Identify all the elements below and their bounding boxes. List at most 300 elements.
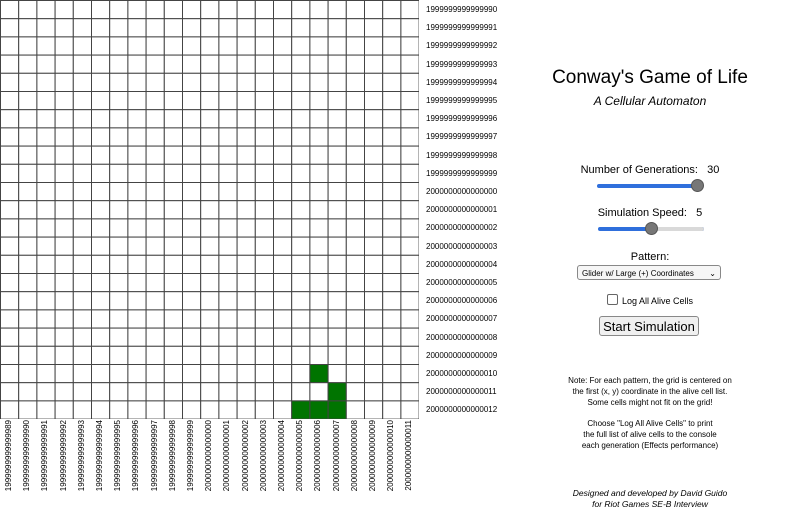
grid-cell[interactable] — [365, 128, 383, 146]
grid-cell[interactable] — [55, 292, 73, 310]
grid-cell[interactable] — [401, 110, 419, 128]
grid-cell[interactable] — [237, 73, 255, 91]
grid-cell[interactable] — [146, 19, 164, 37]
grid-cell[interactable] — [19, 201, 37, 219]
grid-cell[interactable] — [219, 274, 237, 292]
grid-cell[interactable] — [237, 274, 255, 292]
grid-cell[interactable] — [255, 292, 273, 310]
grid-cell[interactable] — [401, 310, 419, 328]
grid-cell[interactable] — [201, 1, 219, 19]
grid-cell[interactable] — [37, 73, 55, 91]
grid-cell[interactable] — [292, 310, 310, 328]
grid-cell[interactable] — [255, 1, 273, 19]
grid-cell[interactable] — [237, 292, 255, 310]
grid-cell[interactable] — [73, 346, 91, 364]
grid-cell[interactable] — [310, 237, 328, 255]
grid-cell[interactable] — [183, 292, 201, 310]
grid-cell[interactable] — [19, 219, 37, 237]
grid-cell[interactable] — [37, 146, 55, 164]
grid-cell[interactable] — [37, 37, 55, 55]
grid-cell[interactable] — [219, 37, 237, 55]
grid-cell[interactable] — [219, 237, 237, 255]
grid-cell[interactable] — [401, 55, 419, 73]
grid-cell[interactable] — [1, 92, 19, 110]
grid-cell[interactable] — [19, 401, 37, 419]
log-alive-cells-label[interactable]: Log All Alive Cells — [621, 296, 694, 306]
grid-cell[interactable] — [19, 237, 37, 255]
grid-cell[interactable] — [346, 19, 364, 37]
grid-cell[interactable] — [201, 92, 219, 110]
grid-cell[interactable] — [128, 92, 146, 110]
grid-cell[interactable] — [365, 310, 383, 328]
grid-cell[interactable] — [164, 19, 182, 37]
grid-cell[interactable] — [201, 383, 219, 401]
grid-cell[interactable] — [365, 346, 383, 364]
grid-cell[interactable] — [164, 37, 182, 55]
grid-cell[interactable] — [310, 274, 328, 292]
grid-cell[interactable] — [146, 201, 164, 219]
grid-cell[interactable] — [274, 292, 292, 310]
grid-cell[interactable] — [328, 92, 346, 110]
grid-cell[interactable] — [274, 310, 292, 328]
grid-cell[interactable] — [328, 19, 346, 37]
grid-cell[interactable] — [1, 401, 19, 419]
grid-cell[interactable] — [255, 92, 273, 110]
grid-cell[interactable] — [237, 401, 255, 419]
grid-cell[interactable] — [328, 55, 346, 73]
grid-cell[interactable] — [383, 310, 401, 328]
grid-cell[interactable] — [237, 37, 255, 55]
grid-cell[interactable] — [92, 310, 110, 328]
grid-cell[interactable] — [365, 274, 383, 292]
grid-cell[interactable] — [1, 128, 19, 146]
grid-cell[interactable] — [1, 19, 19, 37]
grid-cell[interactable] — [201, 255, 219, 273]
grid-cell[interactable] — [219, 183, 237, 201]
grid-cell[interactable] — [19, 274, 37, 292]
grid-cell[interactable] — [401, 73, 419, 91]
grid-cell[interactable] — [183, 365, 201, 383]
grid-cell[interactable] — [292, 237, 310, 255]
grid-cell[interactable] — [183, 328, 201, 346]
grid-cell[interactable] — [292, 346, 310, 364]
grid-cell[interactable] — [110, 92, 128, 110]
grid-cell[interactable] — [201, 128, 219, 146]
grid-cell[interactable] — [310, 128, 328, 146]
grid-cell[interactable] — [365, 55, 383, 73]
grid-cell[interactable] — [55, 183, 73, 201]
grid-cell[interactable] — [219, 255, 237, 273]
grid-cell[interactable] — [73, 255, 91, 273]
grid-cell[interactable] — [201, 201, 219, 219]
grid-cell[interactable] — [183, 164, 201, 182]
grid-cell[interactable] — [292, 365, 310, 383]
grid-cell[interactable] — [255, 201, 273, 219]
grid-cell[interactable] — [219, 128, 237, 146]
grid-cell[interactable] — [292, 55, 310, 73]
grid-cell[interactable] — [1, 1, 19, 19]
grid-cell[interactable] — [237, 255, 255, 273]
grid-cell[interactable] — [110, 183, 128, 201]
grid-cell[interactable] — [110, 237, 128, 255]
grid-cell[interactable] — [274, 19, 292, 37]
grid-cell[interactable] — [19, 110, 37, 128]
grid-cell[interactable] — [183, 401, 201, 419]
grid-cell[interactable] — [346, 128, 364, 146]
grid-cell[interactable] — [19, 328, 37, 346]
grid-cell[interactable] — [19, 383, 37, 401]
grid-cell[interactable] — [310, 310, 328, 328]
grid-cell[interactable] — [92, 146, 110, 164]
grid-cell[interactable] — [310, 19, 328, 37]
grid-cell[interactable] — [383, 19, 401, 37]
grid-cell[interactable] — [55, 37, 73, 55]
grid-cell[interactable] — [146, 328, 164, 346]
grid-cell[interactable] — [37, 328, 55, 346]
grid-cell[interactable] — [255, 183, 273, 201]
grid-cell[interactable] — [255, 219, 273, 237]
grid-cell[interactable] — [274, 201, 292, 219]
grid-cell[interactable] — [183, 346, 201, 364]
grid-cell[interactable] — [128, 346, 146, 364]
grid-cell[interactable] — [73, 201, 91, 219]
grid-cell[interactable] — [401, 1, 419, 19]
grid-cell[interactable] — [128, 274, 146, 292]
grid-cell[interactable] — [365, 365, 383, 383]
grid-cell[interactable] — [92, 55, 110, 73]
grid-cell[interactable] — [219, 328, 237, 346]
grid-cell[interactable] — [55, 1, 73, 19]
grid-cell[interactable] — [183, 183, 201, 201]
grid-cell[interactable] — [274, 237, 292, 255]
grid-cell[interactable] — [365, 92, 383, 110]
grid-cell[interactable] — [328, 219, 346, 237]
grid-cell[interactable] — [383, 183, 401, 201]
grid-cell[interactable] — [110, 255, 128, 273]
grid-cell[interactable] — [183, 255, 201, 273]
grid-cell[interactable] — [255, 365, 273, 383]
grid-cell[interactable] — [310, 201, 328, 219]
grid-cell[interactable] — [55, 255, 73, 273]
grid-cell[interactable] — [110, 1, 128, 19]
grid-cell[interactable] — [201, 292, 219, 310]
grid-cell[interactable] — [328, 128, 346, 146]
grid-cell[interactable] — [401, 92, 419, 110]
grid-cell[interactable] — [146, 73, 164, 91]
grid-cell[interactable] — [1, 201, 19, 219]
grid-cell[interactable] — [328, 274, 346, 292]
alive-cell[interactable] — [292, 401, 310, 419]
grid-cell[interactable] — [183, 37, 201, 55]
grid-cell[interactable] — [219, 201, 237, 219]
grid-cell[interactable] — [346, 346, 364, 364]
grid-cell[interactable] — [201, 401, 219, 419]
generations-slider-thumb[interactable] — [691, 179, 704, 192]
grid-cell[interactable] — [274, 328, 292, 346]
grid-cell[interactable] — [328, 237, 346, 255]
grid-cell[interactable] — [164, 55, 182, 73]
grid-cell[interactable] — [255, 37, 273, 55]
grid-cell[interactable] — [73, 401, 91, 419]
grid-cell[interactable] — [128, 146, 146, 164]
grid-cell[interactable] — [164, 401, 182, 419]
grid-cell[interactable] — [383, 110, 401, 128]
grid-cell[interactable] — [146, 164, 164, 182]
grid-cell[interactable] — [110, 346, 128, 364]
grid-cell[interactable] — [128, 1, 146, 19]
grid-cell[interactable] — [146, 110, 164, 128]
grid-cell[interactable] — [183, 274, 201, 292]
grid-cell[interactable] — [146, 128, 164, 146]
grid-cell[interactable] — [346, 1, 364, 19]
grid-cell[interactable] — [37, 346, 55, 364]
grid-cell[interactable] — [128, 183, 146, 201]
grid-cell[interactable] — [55, 92, 73, 110]
grid-cell[interactable] — [128, 383, 146, 401]
grid-cell[interactable] — [383, 365, 401, 383]
grid-cell[interactable] — [237, 383, 255, 401]
grid-cell[interactable] — [255, 19, 273, 37]
grid-cell[interactable] — [164, 383, 182, 401]
grid-cell[interactable] — [164, 219, 182, 237]
grid-cell[interactable] — [128, 110, 146, 128]
grid-cell[interactable] — [255, 55, 273, 73]
grid-cell[interactable] — [37, 401, 55, 419]
grid-cell[interactable] — [219, 146, 237, 164]
grid-cell[interactable] — [201, 73, 219, 91]
grid-cell[interactable] — [274, 55, 292, 73]
grid-cell[interactable] — [19, 255, 37, 273]
grid-cell[interactable] — [55, 219, 73, 237]
grid-cell[interactable] — [110, 128, 128, 146]
grid-cell[interactable] — [1, 365, 19, 383]
grid-cell[interactable] — [383, 92, 401, 110]
grid-cell[interactable] — [365, 383, 383, 401]
grid-cell[interactable] — [383, 146, 401, 164]
grid-cell[interactable] — [383, 73, 401, 91]
grid-cell[interactable] — [292, 19, 310, 37]
grid-cell[interactable] — [219, 73, 237, 91]
grid-cell[interactable] — [1, 219, 19, 237]
alive-cell[interactable] — [328, 383, 346, 401]
grid-cell[interactable] — [110, 110, 128, 128]
grid-cell[interactable] — [37, 255, 55, 273]
grid-cell[interactable] — [310, 346, 328, 364]
grid-cell[interactable] — [346, 219, 364, 237]
grid-cell[interactable] — [73, 310, 91, 328]
grid-cell[interactable] — [201, 219, 219, 237]
grid-cell[interactable] — [55, 128, 73, 146]
grid-cell[interactable] — [128, 19, 146, 37]
grid-cell[interactable] — [73, 128, 91, 146]
grid-cell[interactable] — [201, 310, 219, 328]
grid-cell[interactable] — [328, 365, 346, 383]
grid-cell[interactable] — [274, 92, 292, 110]
grid-cell[interactable] — [73, 92, 91, 110]
grid-cell[interactable] — [146, 55, 164, 73]
grid-cell[interactable] — [164, 183, 182, 201]
grid-cell[interactable] — [255, 128, 273, 146]
grid-cell[interactable] — [219, 110, 237, 128]
alive-cell[interactable] — [310, 401, 328, 419]
grid-cell[interactable] — [73, 274, 91, 292]
grid-cell[interactable] — [328, 164, 346, 182]
grid-cell[interactable] — [37, 219, 55, 237]
grid-cell[interactable] — [219, 55, 237, 73]
grid-cell[interactable] — [73, 383, 91, 401]
grid-cell[interactable] — [183, 110, 201, 128]
grid-cell[interactable] — [274, 146, 292, 164]
grid-cell[interactable] — [19, 1, 37, 19]
grid-cell[interactable] — [128, 37, 146, 55]
grid-cell[interactable] — [37, 110, 55, 128]
grid-cell[interactable] — [328, 183, 346, 201]
grid-cell[interactable] — [55, 110, 73, 128]
grid-cell[interactable] — [346, 237, 364, 255]
grid-cell[interactable] — [310, 73, 328, 91]
grid-cell[interactable] — [92, 237, 110, 255]
grid-cell[interactable] — [255, 401, 273, 419]
grid-cell[interactable] — [201, 328, 219, 346]
grid-cell[interactable] — [346, 164, 364, 182]
grid-cell[interactable] — [274, 401, 292, 419]
grid-cell[interactable] — [110, 383, 128, 401]
grid-cell[interactable] — [19, 346, 37, 364]
grid-cell[interactable] — [92, 164, 110, 182]
grid-cell[interactable] — [237, 310, 255, 328]
grid-cell[interactable] — [292, 92, 310, 110]
grid-cell[interactable] — [365, 146, 383, 164]
grid-cell[interactable] — [383, 37, 401, 55]
grid-cell[interactable] — [237, 55, 255, 73]
grid-cell[interactable] — [365, 401, 383, 419]
grid-cell[interactable] — [346, 255, 364, 273]
grid-cell[interactable] — [1, 37, 19, 55]
grid-cell[interactable] — [365, 219, 383, 237]
grid-cell[interactable] — [19, 73, 37, 91]
grid-cell[interactable] — [219, 219, 237, 237]
grid-cell[interactable] — [146, 292, 164, 310]
grid-cell[interactable] — [346, 365, 364, 383]
grid-cell[interactable] — [328, 310, 346, 328]
grid-cell[interactable] — [401, 201, 419, 219]
grid-cell[interactable] — [146, 183, 164, 201]
grid-cell[interactable] — [237, 19, 255, 37]
grid-cell[interactable] — [19, 164, 37, 182]
grid-cell[interactable] — [55, 73, 73, 91]
grid-cell[interactable] — [383, 55, 401, 73]
grid-cell[interactable] — [365, 164, 383, 182]
grid-cell[interactable] — [365, 19, 383, 37]
grid-cell[interactable] — [1, 292, 19, 310]
grid-cell[interactable] — [55, 310, 73, 328]
grid-cell[interactable] — [92, 274, 110, 292]
grid-cell[interactable] — [55, 328, 73, 346]
grid-cell[interactable] — [110, 164, 128, 182]
grid-cell[interactable] — [255, 73, 273, 91]
grid-cell[interactable] — [37, 292, 55, 310]
grid-cell[interactable] — [92, 183, 110, 201]
grid-cell[interactable] — [383, 237, 401, 255]
grid-cell[interactable] — [92, 1, 110, 19]
grid-cell[interactable] — [292, 146, 310, 164]
generations-slider[interactable] — [597, 184, 697, 188]
grid-cell[interactable] — [292, 164, 310, 182]
grid-cell[interactable] — [164, 274, 182, 292]
grid-cell[interactable] — [73, 37, 91, 55]
grid-cell[interactable] — [346, 328, 364, 346]
grid-cell[interactable] — [383, 201, 401, 219]
grid-cell[interactable] — [1, 310, 19, 328]
grid-cell[interactable] — [128, 328, 146, 346]
grid-cell[interactable] — [128, 401, 146, 419]
grid-cell[interactable] — [255, 255, 273, 273]
grid-cell[interactable] — [292, 383, 310, 401]
grid-cell[interactable] — [37, 237, 55, 255]
grid-cell[interactable] — [146, 310, 164, 328]
grid-cell[interactable] — [401, 146, 419, 164]
grid-cell[interactable] — [201, 274, 219, 292]
grid-cell[interactable] — [183, 219, 201, 237]
grid-cell[interactable] — [92, 401, 110, 419]
grid-cell[interactable] — [401, 219, 419, 237]
grid-cell[interactable] — [164, 164, 182, 182]
grid-cell[interactable] — [146, 401, 164, 419]
grid-cell[interactable] — [146, 274, 164, 292]
grid-cell[interactable] — [310, 183, 328, 201]
grid-cell[interactable] — [146, 37, 164, 55]
grid-cell[interactable] — [219, 401, 237, 419]
grid-cell[interactable] — [110, 401, 128, 419]
grid-cell[interactable] — [401, 274, 419, 292]
grid-cell[interactable] — [328, 73, 346, 91]
grid-cell[interactable] — [164, 346, 182, 364]
grid-cell[interactable] — [274, 383, 292, 401]
alive-cell[interactable] — [328, 401, 346, 419]
grid-cell[interactable] — [1, 255, 19, 273]
grid-cell[interactable] — [19, 55, 37, 73]
grid-cell[interactable] — [365, 255, 383, 273]
grid-cell[interactable] — [237, 164, 255, 182]
grid-cell[interactable] — [219, 164, 237, 182]
grid-cell[interactable] — [1, 346, 19, 364]
grid-cell[interactable] — [128, 164, 146, 182]
grid-cell[interactable] — [92, 365, 110, 383]
grid-cell[interactable] — [310, 55, 328, 73]
grid-cell[interactable] — [401, 164, 419, 182]
grid-cell[interactable] — [237, 201, 255, 219]
pattern-select[interactable] — [577, 265, 721, 280]
grid-cell[interactable] — [274, 37, 292, 55]
grid-cell[interactable] — [328, 146, 346, 164]
grid-cell[interactable] — [73, 19, 91, 37]
grid-cell[interactable] — [274, 183, 292, 201]
grid-cell[interactable] — [146, 383, 164, 401]
grid-cell[interactable] — [37, 365, 55, 383]
grid-cell[interactable] — [92, 328, 110, 346]
grid-cell[interactable] — [237, 1, 255, 19]
grid-cell[interactable] — [92, 92, 110, 110]
grid-cell[interactable] — [164, 73, 182, 91]
grid-cell[interactable] — [73, 146, 91, 164]
grid-cell[interactable] — [310, 292, 328, 310]
grid-cell[interactable] — [255, 383, 273, 401]
grid-cell[interactable] — [255, 274, 273, 292]
grid-cell[interactable] — [183, 1, 201, 19]
grid-cell[interactable] — [146, 146, 164, 164]
grid-cell[interactable] — [110, 73, 128, 91]
grid-cell[interactable] — [73, 164, 91, 182]
